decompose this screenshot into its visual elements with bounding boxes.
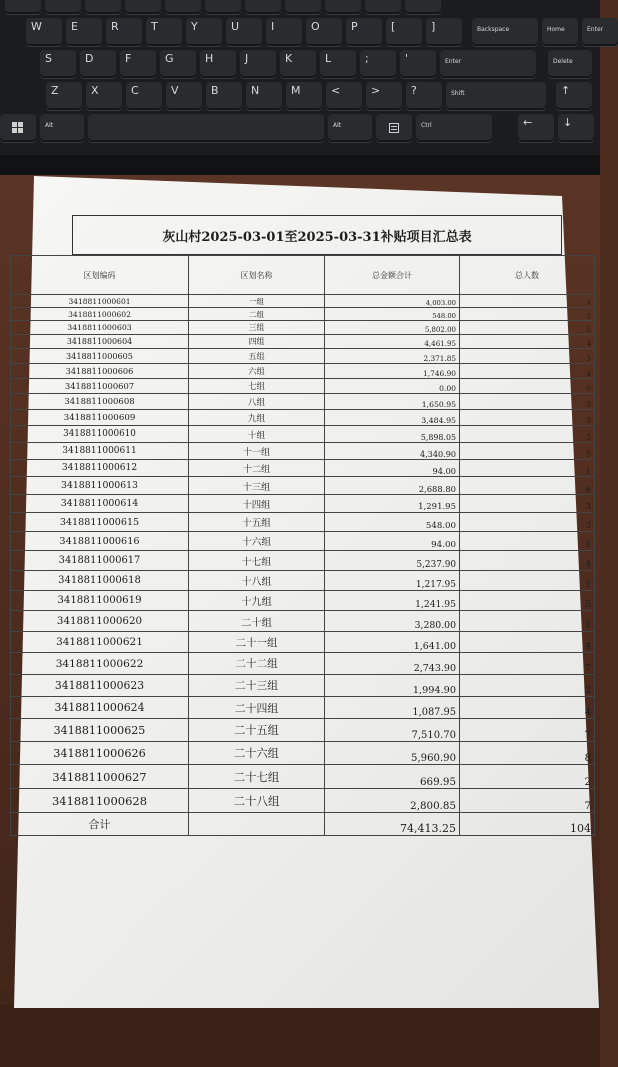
cell-count: 3 [460, 495, 595, 513]
cell-code: 3418811000608 [11, 394, 189, 410]
cell-code: 3418811000625 [11, 719, 189, 742]
cell-count: 3 [460, 349, 595, 364]
cell-name: 二十三组 [189, 675, 325, 697]
table-row [11, 532, 595, 551]
backspace-key[interactable]: Backspace [472, 18, 538, 46]
total-count: 104 [460, 813, 595, 836]
table-row [11, 443, 595, 460]
cell-name: 十六组 [189, 532, 325, 551]
cell-name: 六组 [189, 364, 325, 379]
table-row [11, 551, 595, 571]
cell-code: 3418811000617 [11, 551, 189, 571]
windows-key[interactable] [0, 114, 36, 142]
cell-count: 5 [460, 443, 595, 460]
cell-amount: 0.00 [325, 379, 460, 394]
cell-code: 3418811000612 [11, 460, 189, 477]
cell-amount: 548.00 [325, 513, 460, 532]
cell-code: 3418811000623 [11, 675, 189, 697]
table-row [11, 742, 595, 765]
key[interactable] [5, 0, 41, 14]
total-name-blank [189, 813, 325, 836]
cell-amount: 1,650.95 [325, 394, 460, 410]
cell-code: 3418811000615 [11, 513, 189, 532]
arrow-up-key[interactable]: ↑ [556, 82, 592, 110]
cell-count: 2 [460, 308, 595, 321]
key[interactable]: H [200, 50, 236, 78]
cell-count: 7 [460, 719, 595, 742]
cell-count: 4 [460, 632, 595, 653]
cell-code: 3418811000614 [11, 495, 189, 513]
total-label: 合计 [11, 813, 189, 836]
key[interactable]: K [280, 50, 316, 78]
cell-name: 三组 [189, 321, 325, 335]
arrow-left-key[interactable]: ← [518, 114, 554, 142]
cell-count: 1 [460, 611, 595, 632]
cell-code: 3418811000622 [11, 653, 189, 675]
cell-name: 八组 [189, 394, 325, 410]
key[interactable]: < [326, 82, 362, 110]
cell-code: 3418811000616 [11, 532, 189, 551]
key[interactable]: W [26, 18, 62, 46]
table-row [11, 394, 595, 410]
sheet-title: 灰山村2025-03-01至2025-03-31补贴项目汇总表 [72, 215, 562, 255]
key[interactable]: J [240, 50, 276, 78]
key[interactable]: I [266, 18, 302, 46]
header-amount: 总金额合计 [325, 256, 460, 295]
cell-name: 十八组 [189, 571, 325, 591]
cell-code: 3418811000610 [11, 426, 189, 443]
cell-code: 3418811000621 [11, 632, 189, 653]
cell-count: 4 [460, 364, 595, 379]
table-row [11, 653, 595, 675]
table-body [11, 295, 595, 813]
key[interactable]: ; [360, 50, 396, 78]
key[interactable]: G [160, 50, 196, 78]
cell-amount: 4,003.00 [325, 295, 460, 308]
key[interactable]: L [320, 50, 356, 78]
key[interactable]: ' [400, 50, 436, 78]
cell-name: 十七组 [189, 551, 325, 571]
key[interactable] [325, 0, 361, 14]
cell-count: 4 [460, 697, 595, 719]
table-row [11, 477, 595, 495]
cell-amount: 1,641.00 [325, 632, 460, 653]
key[interactable]: N [246, 82, 282, 110]
cell-name: 九组 [189, 410, 325, 426]
cell-amount: 3,280.00 [325, 611, 460, 632]
cell-amount: 5,237.90 [325, 551, 460, 571]
cell-name: 十三组 [189, 477, 325, 495]
cell-count: 1 [460, 532, 595, 551]
cell-name: 二十四组 [189, 697, 325, 719]
cell-amount: 548.00 [325, 308, 460, 321]
cell-amount: 1,217.95 [325, 571, 460, 591]
cell-amount: 2,800.85 [325, 789, 460, 813]
key[interactable]: Z [46, 82, 82, 110]
cell-code: 3418811000604 [11, 335, 189, 349]
key[interactable]: S [40, 50, 76, 78]
key[interactable]: D [80, 50, 116, 78]
cell-amount: 94.00 [325, 460, 460, 477]
cell-count: 2 [460, 675, 595, 697]
alt-key-right[interactable]: Alt [328, 114, 372, 142]
cell-name: 二十六组 [189, 742, 325, 765]
cell-code: 3418811000627 [11, 765, 189, 789]
cell-code: 3418811000628 [11, 789, 189, 813]
cell-code: 3418811000603 [11, 321, 189, 335]
cell-code: 3418811000619 [11, 591, 189, 611]
cell-count: 1 [460, 460, 595, 477]
cell-amount: 3,484.95 [325, 410, 460, 426]
key[interactable]: C [126, 82, 162, 110]
table-row [11, 335, 595, 349]
table-row [11, 295, 595, 308]
key[interactable]: T [146, 18, 182, 46]
cell-amount: 669.95 [325, 765, 460, 789]
cell-count: 4 [460, 335, 595, 349]
cell-name: 二十七组 [189, 765, 325, 789]
cell-code: 3418811000606 [11, 364, 189, 379]
key[interactable]: R [106, 18, 142, 46]
keyboard [0, 0, 604, 175]
key[interactable]: B [206, 82, 242, 110]
cell-amount: 5,898.05 [325, 426, 460, 443]
key[interactable]: [ [386, 18, 422, 46]
total-row [11, 813, 595, 836]
key[interactable]: V [166, 82, 202, 110]
table-row [11, 571, 595, 591]
cell-name: 二十二组 [189, 653, 325, 675]
summary-sheet [10, 215, 594, 835]
table-row [11, 349, 595, 364]
table-row [11, 321, 595, 335]
cell-name: 五组 [189, 349, 325, 364]
table-row [11, 460, 595, 477]
cell-count: 8 [460, 742, 595, 765]
cell-amount: 1,087.95 [325, 697, 460, 719]
cell-code: 3418811000611 [11, 443, 189, 460]
table-row [11, 611, 595, 632]
key[interactable]: O [306, 18, 342, 46]
cell-code: 3418811000613 [11, 477, 189, 495]
cell-code: 3418811000605 [11, 349, 189, 364]
windows-icon [12, 122, 24, 134]
cell-count: 4 [460, 551, 595, 571]
table-row [11, 308, 595, 321]
cell-name: 十二组 [189, 460, 325, 477]
cell-code: 3418811000602 [11, 308, 189, 321]
cell-amount: 5,960.90 [325, 742, 460, 765]
cell-count: 3 [460, 394, 595, 410]
key[interactable] [165, 0, 201, 14]
cell-name: 十四组 [189, 495, 325, 513]
cell-name: 四组 [189, 335, 325, 349]
cell-amount: 1,994.90 [325, 675, 460, 697]
cell-name: 十一组 [189, 443, 325, 460]
cell-count: 2 [460, 765, 595, 789]
key[interactable] [285, 0, 321, 14]
key[interactable] [45, 0, 81, 14]
cell-name: 七组 [189, 379, 325, 394]
cell-name: 二十一组 [189, 632, 325, 653]
cell-code: 3418811000626 [11, 742, 189, 765]
cell-name: 二十五组 [189, 719, 325, 742]
cell-amount: 1,746.90 [325, 364, 460, 379]
delete-key[interactable]: Delete [548, 50, 592, 78]
cell-count: 5 [460, 426, 595, 443]
table-row [11, 675, 595, 697]
table-row [11, 697, 595, 719]
table-row [11, 765, 595, 789]
key[interactable]: P [346, 18, 382, 46]
key[interactable] [85, 0, 121, 14]
cell-code: 3418811000609 [11, 410, 189, 426]
key[interactable]: > [366, 82, 402, 110]
menu-icon [389, 123, 399, 133]
enter-key[interactable]: Enter [440, 50, 536, 78]
cell-code: 3418811000624 [11, 697, 189, 719]
table-row [11, 632, 595, 653]
key[interactable]: Y [186, 18, 222, 46]
cell-amount: 7,510.70 [325, 719, 460, 742]
cell-name: 二十组 [189, 611, 325, 632]
spacebar[interactable] [88, 114, 324, 142]
table-row [11, 719, 595, 742]
cell-amount: 2,743.90 [325, 653, 460, 675]
cell-amount: 2,371.85 [325, 349, 460, 364]
cell-code: 3418811000620 [11, 611, 189, 632]
key[interactable] [405, 0, 441, 14]
cell-amount: 94.00 [325, 532, 460, 551]
key[interactable]: X [86, 82, 122, 110]
enter-key-top[interactable]: Enter [582, 18, 618, 46]
cell-code: 3418811000607 [11, 379, 189, 394]
cell-name: 十九组 [189, 591, 325, 611]
key[interactable]: M [286, 82, 322, 110]
key[interactable]: U [226, 18, 262, 46]
cell-name: 二组 [189, 308, 325, 321]
home-key[interactable]: Home [542, 18, 578, 46]
cell-amount: 4,340.90 [325, 443, 460, 460]
total-amount: 74,413.25 [325, 813, 460, 836]
key[interactable]: E [66, 18, 102, 46]
cell-count: 4 [460, 295, 595, 308]
key[interactable]: ? [406, 82, 442, 110]
key[interactable] [365, 0, 401, 14]
key[interactable]: ] [426, 18, 462, 46]
table-row [11, 513, 595, 532]
table-row [11, 591, 595, 611]
key[interactable] [245, 0, 281, 14]
cell-count: 3 [460, 513, 595, 532]
cell-count: 6 [460, 477, 595, 495]
table-row [11, 789, 595, 813]
header-name: 区划名称 [189, 256, 325, 295]
key[interactable] [125, 0, 161, 14]
cell-name: 二十八组 [189, 789, 325, 813]
table-row [11, 379, 595, 394]
menu-key[interactable] [376, 114, 412, 142]
cell-count: 0 [460, 379, 595, 394]
key[interactable] [205, 0, 241, 14]
cell-name: 十五组 [189, 513, 325, 532]
cell-count: 7 [460, 653, 595, 675]
cell-count: 7 [460, 789, 595, 813]
arrow-down-key[interactable]: ↓ [558, 114, 594, 142]
key[interactable]: F [120, 50, 156, 78]
desk-edge [0, 1005, 600, 1067]
header-row [11, 256, 595, 295]
alt-key-left[interactable]: Alt [40, 114, 84, 142]
cell-amount: 2,688.80 [325, 477, 460, 495]
cell-amount: 5,802.00 [325, 321, 460, 335]
cell-count: 1 [460, 571, 595, 591]
summary-table [10, 255, 595, 836]
table-row [11, 426, 595, 443]
keyboard-edge [0, 155, 600, 175]
cell-name: 一组 [189, 295, 325, 308]
cell-count: 3 [460, 410, 595, 426]
header-code: 区划编码 [11, 256, 189, 295]
cell-code: 3418811000618 [11, 571, 189, 591]
header-count: 总人数 [460, 256, 595, 295]
cell-amount: 1,291.95 [325, 495, 460, 513]
table-row [11, 495, 595, 513]
cell-amount: 4,461.95 [325, 335, 460, 349]
shift-key[interactable]: Shift [446, 82, 546, 110]
cell-amount: 1,241.95 [325, 591, 460, 611]
ctrl-key[interactable]: Ctrl [416, 114, 492, 142]
cell-name: 十组 [189, 426, 325, 443]
table-row [11, 410, 595, 426]
table-row [11, 364, 595, 379]
cell-count: 5 [460, 591, 595, 611]
cell-count: 5 [460, 321, 595, 335]
cell-code: 3418811000601 [11, 295, 189, 308]
